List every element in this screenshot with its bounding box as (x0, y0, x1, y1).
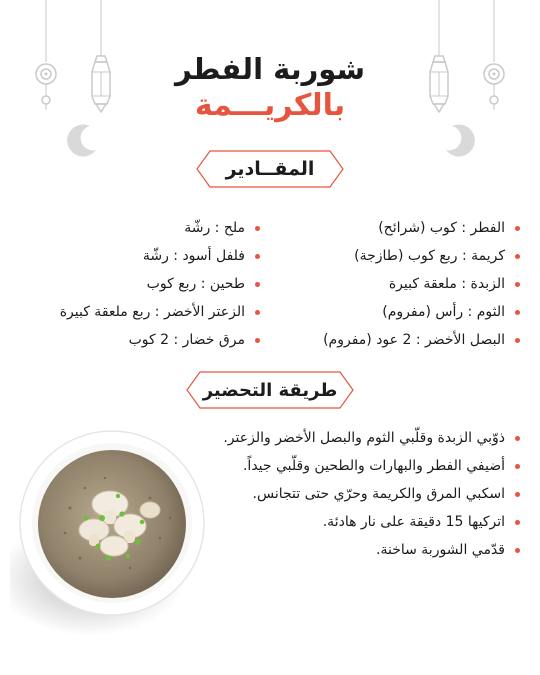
method-step: ذوّبي الزبدة وقلّبي الثوم والبصل الأخضر والزعتر. (200, 424, 520, 452)
bullet-icon (515, 226, 520, 231)
bullet-icon (515, 520, 520, 525)
method-heading-badge (186, 371, 354, 409)
ingredients-heading-badge (196, 150, 344, 188)
ingredient-item: الزبدة : ملعقة كبيرة (270, 270, 520, 298)
right-crescent-moon-icon (440, 120, 480, 160)
bullet-icon (515, 254, 520, 259)
ingredient-item: الزعتر الأخضر : ربع ملعقة كبيرة (15, 298, 260, 326)
bullet-icon (255, 226, 260, 231)
ingredient-item: الثوم : رأس (مفروم) (270, 298, 520, 326)
ingredient-item: كريمة : ربع كوب (طازجة) (270, 242, 520, 270)
bullet-icon (515, 338, 520, 343)
bullet-icon (515, 310, 520, 315)
method-step: قدّمي الشوربة ساخنة. (200, 536, 520, 564)
ingredients-heading: المقــادير (225, 158, 315, 180)
bullet-icon (515, 548, 520, 553)
ingredient-item: ملح : رشّة (15, 214, 260, 242)
left-crescent-moon-icon (62, 120, 102, 160)
ingredient-item: مرق خضار : 2 كوب (15, 326, 260, 354)
ingredient-item: البصل الأخضر : 2 عود (مفروم) (270, 326, 520, 354)
ingredient-item: الفطر : كوب (شرائح) (270, 214, 520, 242)
bullet-icon (255, 282, 260, 287)
method-step: اسكبي المرق والكريمة وحرّي حتى تتجانس. (200, 480, 520, 508)
bullet-icon (515, 464, 520, 469)
recipe-subtitle: بالكريـــمة (194, 88, 346, 123)
bullet-icon (255, 254, 260, 259)
bullet-icon (255, 338, 260, 343)
ingredient-item: طحين : ربع كوب (15, 270, 260, 298)
recipe-title: شوربة الفطر (175, 52, 365, 86)
ingredient-item: فلفل أسود : رشّة (15, 242, 260, 270)
ingredients-list-left (15, 214, 260, 354)
bullet-icon (515, 436, 520, 441)
bullet-icon (515, 492, 520, 497)
bullet-icon (515, 282, 520, 287)
soup-bowl-image (10, 418, 210, 642)
ingredients-list-right (270, 214, 520, 354)
method-step: اتركيها 15 دقيقة على نار هادئة. (200, 508, 520, 536)
method-step: أضيفي الفطر والبهارات والطحين وقلّبي جيداً. (200, 452, 520, 480)
bullet-icon (255, 310, 260, 315)
method-heading: طريقة التحضير (202, 379, 338, 401)
method-steps-list (200, 424, 520, 564)
